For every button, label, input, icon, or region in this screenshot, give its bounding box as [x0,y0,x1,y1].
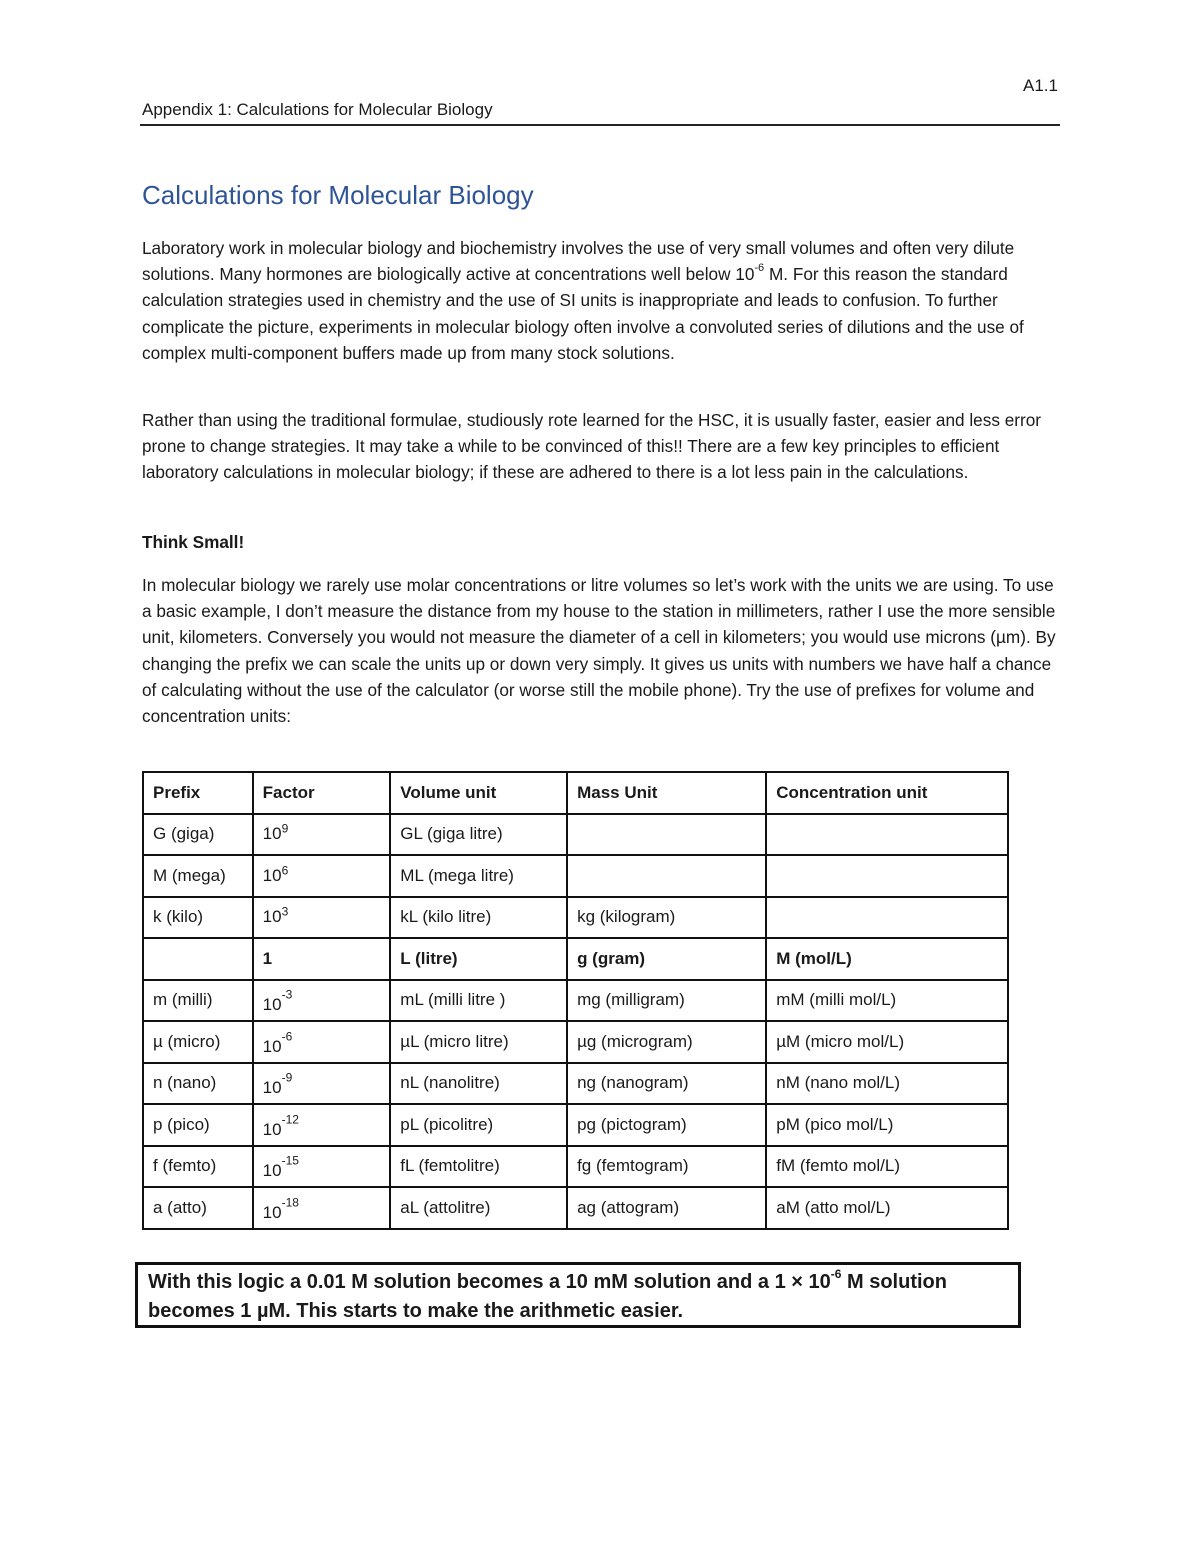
cell-concentration: aM (atto mol/L) [766,1187,1008,1229]
summary-callout [135,1262,1021,1328]
cell-prefix: µ (micro) [143,1021,253,1063]
cell-prefix: f (femto) [143,1146,253,1188]
factor-exponent: 3 [281,904,289,919]
cell-volume: kL (kilo litre) [390,897,567,939]
cell-mass: mg (milligram) [567,980,766,1022]
cell-prefix [143,938,253,980]
cell-volume: fL (femtolitre) [390,1146,567,1188]
cell-mass: ng (nanogram) [567,1063,766,1105]
factor-base: 10 [262,1161,282,1181]
factor-base: 10 [262,824,282,844]
table-row [143,1104,1008,1146]
cell-factor [253,1063,391,1105]
factor-base: 10 [262,995,282,1015]
header-concentration: Concentration unit [766,772,1008,814]
cell-mass: pg (pictogram) [567,1104,766,1146]
cell-concentration: pM (pico mol/L) [766,1104,1008,1146]
table-row [143,938,1008,980]
cell-factor [253,980,391,1022]
factor-base: 10 [262,1036,282,1056]
cell-mass: µg (microgram) [567,1021,766,1063]
factor-exponent: -9 [281,1070,293,1085]
cell-volume: GL (giga litre) [390,814,567,856]
cell-prefix: M (mega) [143,855,253,897]
factor-base: 10 [262,1119,282,1139]
factor-exponent: -15 [281,1153,299,1168]
cell-prefix: a (atto) [143,1187,253,1229]
section-heading: Think Small! [142,532,245,552]
factor-exponent: -18 [281,1195,299,1210]
factor-base: 1 [262,948,273,968]
cell-prefix: G (giga) [143,814,253,856]
cell-factor [253,1146,391,1188]
intro-text-end: M. For this reason the standard calculation strategies used in chemistry and the use of SI units is inappropriate and leads to confusion. To further complicate the picture, experiments in molecular biology often involve a convoluted series of dilutions and the use of complex multi-component buffers made up from many stock solutions. [142,264,1024,363]
table-row [143,980,1008,1022]
think-small-paragraph [142,572,1062,729]
callout-text-end: M solution becomes 1 µM. This starts to make the arithmetic easier. [148,1271,947,1322]
intro-paragraph [142,235,1062,366]
header-volume: Volume unit [390,772,567,814]
table-row [143,897,1008,939]
think-small-text: In molecular biology we rarely use molar concentrations or litre volumes so let’s work with the units we are using. To use a basic example, I don’t measure the distance from my house to the station in millimeters, rather I use the more sensible unit, kilometers. Conversely you would not measure the diameter of a cell in kilometers; you would use microns (µm). By changing the prefix we can scale the units up or down very simply. It gives us units with numbers we have half a chance of calculating without the use of the calculator (or worse still the mobile phone). Try the use of prefixes for volume and concentration units: [142,575,1056,727]
cell-prefix: p (pico) [143,1104,253,1146]
factor-exponent: -12 [281,1112,299,1127]
cell-concentration [766,855,1008,897]
strategy-paragraph [142,407,1062,486]
callout-text-start: With this logic a 0.01 M solution becomes a 10 mM solution and a 1 × 10 [148,1271,831,1293]
table-row [143,814,1008,856]
cell-mass: kg (kilogram) [567,897,766,939]
cell-factor [253,897,391,939]
factor-base: 10 [262,907,282,927]
cell-volume: µL (micro litre) [390,1021,567,1063]
intro-exponent: -6 [754,262,765,275]
cell-prefix: m (milli) [143,980,253,1022]
cell-concentration [766,814,1008,856]
running-header: Appendix 1: Calculations for Molecular Biology [142,100,493,119]
intro-text-start: Laboratory work in molecular biology and biochemistry involves the use of very small volumes and often very dilute solutions. Many hormones are biologically active at concentrations well below 10 [142,238,1015,285]
prefix-table [142,771,1009,1230]
callout-exponent: -6 [830,1267,842,1282]
header-mass: Mass Unit [567,772,766,814]
header-divider [140,124,1060,126]
table-row [143,855,1008,897]
factor-base: 10 [262,1202,282,1222]
cell-concentration: µM (micro mol/L) [766,1021,1008,1063]
cell-factor [253,1021,391,1063]
factor-exponent: 6 [281,863,289,878]
strategy-text: Rather than using the traditional formulae, studiously rote learned for the HSC, it is usually faster, easier and less error prone to change strategies. It may take a while to be convinced of this!! There are a few key principles to efficient laboratory calculations in molecular biology; if these are adhered to there is a lot less pain in the calculations. [142,410,1041,483]
header-factor: Factor [253,772,391,814]
cell-mass: fg (femtogram) [567,1146,766,1188]
cell-mass [567,814,766,856]
cell-volume: mL (milli litre ) [390,980,567,1022]
header-prefix: Prefix [143,772,253,814]
factor-exponent: -3 [281,987,293,1002]
table-header-row [143,772,1008,814]
cell-volume: aL (attolitre) [390,1187,567,1229]
page-title: Calculations for Molecular Biology [142,180,534,210]
factor-exponent: 9 [281,821,289,836]
cell-factor [253,1104,391,1146]
cell-factor [253,1187,391,1229]
cell-factor [253,814,391,856]
cell-concentration: mM (milli mol/L) [766,980,1008,1022]
cell-factor [253,938,391,980]
table-row [143,1187,1008,1229]
table-row [143,1146,1008,1188]
cell-mass: g (gram) [567,938,766,980]
cell-prefix: n (nano) [143,1063,253,1105]
cell-volume: pL (picolitre) [390,1104,567,1146]
factor-base: 10 [262,865,282,885]
cell-factor [253,855,391,897]
cell-concentration: nM (nano mol/L) [766,1063,1008,1105]
cell-prefix: k (kilo) [143,897,253,939]
cell-concentration: fM (femto mol/L) [766,1146,1008,1188]
table-row [143,1021,1008,1063]
cell-concentration: M (mol/L) [766,938,1008,980]
cell-volume: L (litre) [390,938,567,980]
cell-volume: nL (nanolitre) [390,1063,567,1105]
table-row [143,1063,1008,1105]
factor-base: 10 [262,1078,282,1098]
cell-volume: ML (mega litre) [390,855,567,897]
cell-mass [567,855,766,897]
page-number: A1.1 [1023,76,1058,95]
cell-concentration [766,897,1008,939]
cell-mass: ag (attogram) [567,1187,766,1229]
factor-exponent: -6 [281,1029,293,1044]
